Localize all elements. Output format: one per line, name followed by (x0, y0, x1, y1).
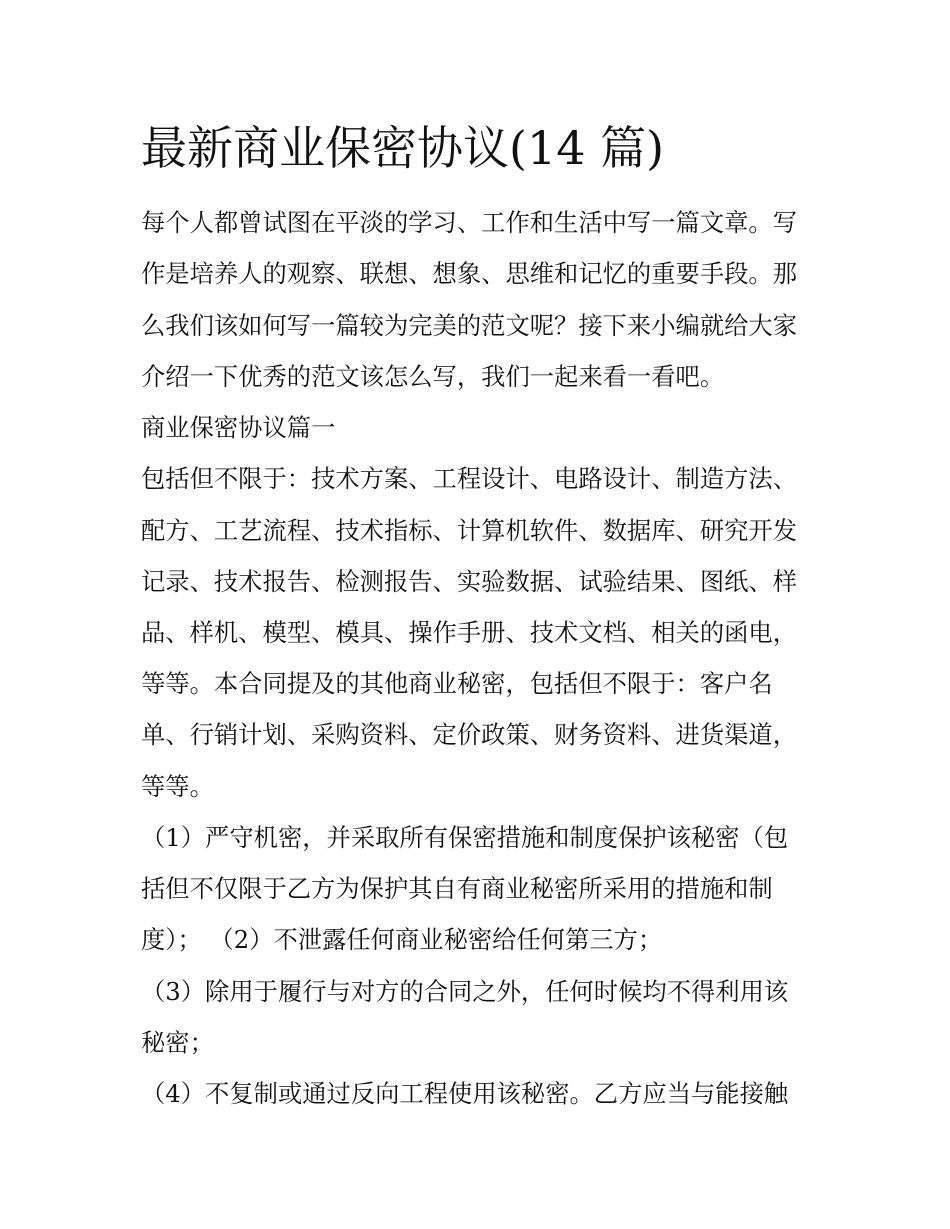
paragraph-line-3: 么我们该如何写一篇较为完美的范文呢？接下来小编就给大家 (141, 311, 798, 340)
paragraph-line-9: 等等。本合同提及的其他商业秘密，包括但不限于：客户名 (141, 669, 773, 698)
paragraph-line-2: 作是培养人的观察、联想、想象、思维和记忆的重要手段。那 (141, 259, 798, 288)
section-heading-1: 商业保密协议篇一 (141, 413, 336, 442)
paragraph-line-4: 介绍一下优秀的范文该怎么写，我们一起来看一看吧。 (141, 362, 725, 391)
paragraph-line-14: 度）； （2）不泄露任何商业秘密给任何第三方； (141, 925, 663, 954)
paragraph-line-5: 包括但不限于：技术方案、工程设计、电路设计、制造方法、 (141, 464, 798, 493)
paragraph-line-7: 记录、技术报告、检测报告、实验数据、试验结果、图纸、样 (141, 567, 798, 596)
paragraph-line-10: 单、行销计划、采购资料、定价政策、财务资料、进货渠道， (141, 720, 798, 749)
paragraph-line-15: （3）除用于履行与对方的合同之外，任何时候均不得利用该 (141, 977, 789, 1006)
paragraph-line-6: 配方、工艺流程、技术指标、计算机软件、数据库、研究开发 (141, 516, 798, 545)
paragraph-line-16: 秘密； (141, 1028, 214, 1057)
paragraph-line-1: 每个人都曾试图在平淡的学习、工作和生活中写一篇文章。写 (141, 208, 798, 237)
paragraph-line-13: 括但不仅限于乙方为保护其自有商业秘密所采用的措施和制 (141, 874, 773, 903)
paragraph-line-12: （1）严守机密，并采取所有保密措施和制度保护该秘密（包 (141, 823, 789, 852)
paragraph-line-17: （4）不复制或通过反向工程使用该秘密。乙方应当与能接触 (141, 1079, 789, 1108)
document-title: 最新商业保密协议(14 篇) (141, 121, 665, 175)
paragraph-line-8: 品、样机、模型、模具、操作手册、技术文档、相关的函电， (141, 618, 798, 647)
paragraph-line-11: 等等。 (141, 772, 214, 801)
